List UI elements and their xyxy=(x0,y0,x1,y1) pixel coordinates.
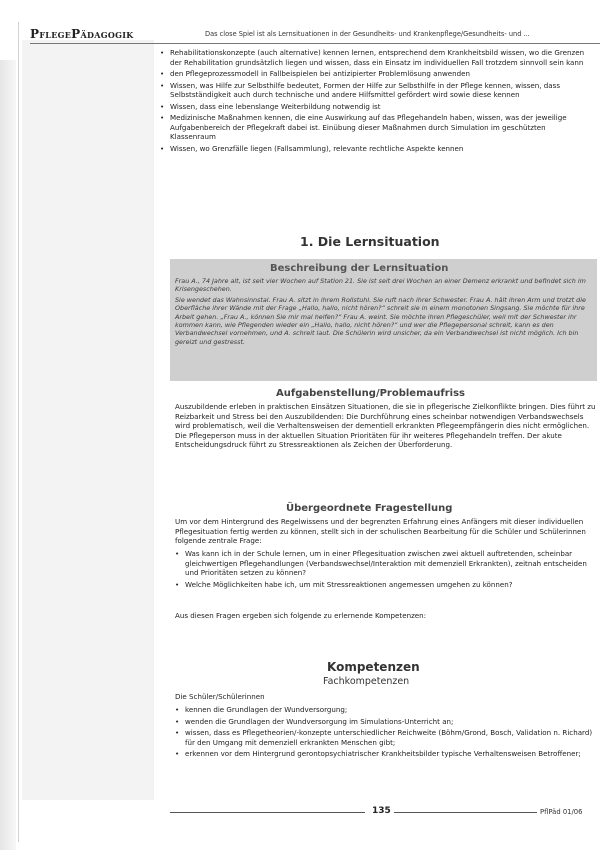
list-item: • kennen die Grundlagen der Wundversorgung; xyxy=(175,705,597,715)
situation-paragraph: Sie wendet das Wahnsinnstal. Frau A. sitzt in ihrem Rollstuhl. Sie ruft nach ihrer Schwester. Frau A. hält ihren Arm und trotzt die Oberfläche ihrer Wände mit der Frage „Hallo, hallo, nicht hören?“ schreit sie in einem monotonen Singsang. Sie möchte für ihre Arbeit gehen. „Frau A., können Sie mir mal helfen?“ Frau A. weint. Sie möchte ihren Pflegeschüler, weil mit der Schwester ihr kommen kann, wie Pflegenden wieder ein „Hallo, hallo, nicht hören?“ und wer die Pflegepersonal schreit, kann es den Verbandwechsel vornehmen, und A. schreit laut. Die Schülerin wird unsicher, da ein Verbandwechsel ist nicht möglich. Ich bin gereizt und gestresst. xyxy=(175,295,586,346)
list-item: • Was kann ich in der Schule lernen, um in einer Pflegesituation zwischen zwei aktuell auftretenden, scheinbar gleichwertigen Pflegehandlungen (Verbandswechsel/Interaktion mit demenziell Erkrankten), zeitnah entscheiden und Prioritäten setzen zu können? xyxy=(175,549,597,578)
kompetenzen-bullet-list xyxy=(175,705,597,761)
header-rule xyxy=(30,43,600,44)
frage-heading: Übergeordnete Fragestellung xyxy=(286,503,453,514)
journal-logo: PflegePädagogik xyxy=(30,27,134,41)
aufgabe-paragraph: Auszubildende erleben in praktischen Einsätzen Situationen, die sie in pflegerische Zielkonflikte bringen. Dies führt zu Reizbarkeit und Stress bei den Auszubildenden: Die Durchführung eines scheinbar notwendigen Verbandswechsels wird problematisch, weil die Verhaltensweisen der dementiell erkrankten Pflegeempfängerin dies nicht ermöglichen. Die Pflegeperson muss in der aktuellen Situation Prioritäten für ihr weiteres Pflegehandeln treffen. Der akute Entscheidungsdruck führt zu Stressreaktionen als Zeichen der Überforderung. xyxy=(175,402,596,449)
list-item: • Welche Möglichkeiten habe ich, um mit Stressreaktionen angemessen umgehen zu können? xyxy=(175,580,597,590)
section-title: 1. Die Lernsituation xyxy=(300,234,440,249)
kompetenzen-intro: Die Schüler/Schülerinnen xyxy=(175,692,265,701)
fachkompetenzen-heading: Fachkompetenzen xyxy=(323,676,410,687)
situation-paragraph: Frau A., 74 Jahre alt, ist seit vier Wochen auf Station 21. Sie ist seit drei Wochen an einer Demenz erkrankt und befindet sich im Krisengeschehen. xyxy=(175,277,586,294)
frage-outro: Aus diesen Fragen ergeben sich folgende zu erlernende Kompetenzen: xyxy=(175,611,427,620)
intro-bullet-list xyxy=(160,48,590,153)
journal-issue: PflPäd 01/06 xyxy=(540,808,583,816)
situation-text xyxy=(175,277,593,348)
intro-bullets-block xyxy=(160,48,590,155)
list-item: • Wissen, was Hilfe zur Selbsthilfe bedeutet, Formen der Hilfe zur Selbsthilfe in der Pflege kennen, wissen, dass Selbstständigkeit auch durch technische und andere Hilfsmittel gefördert wird sowie diese kennen xyxy=(160,81,590,100)
page-number: 135 xyxy=(369,806,394,816)
frage-intro: Um vor dem Hintergrund des Regelwissens und der begrenzten Erfahrung eines Anfängers mit dieser individuellen Pflegesituation fertig werden zu können, stellt sich in der schulischen Bearbeitung für die Schüler und Schülerinnen folgende zentrale Frage: xyxy=(175,517,586,545)
list-item: • Wissen, dass eine lebenslange Weiterbildung notwendig ist xyxy=(160,102,590,112)
page-header xyxy=(30,27,600,47)
running-title: Das close Spiel ist als Lernsituationen in der Gesundheits- und Krankenpflege/Gesundheits- und ... xyxy=(205,30,530,38)
frage-bullet-list xyxy=(175,549,597,591)
situation-title: Beschreibung der Lernsituation xyxy=(270,263,449,274)
footer-rule-left xyxy=(170,812,365,813)
page-edge-shadow xyxy=(0,60,16,850)
list-item: • wissen, dass es Pflegetheorien/-konzepte unterschiedlicher Reichweite (Böhm/Grond, Bosch, Validation n. Richard) für den Umgang mit demenziell erkrankten Menschen gibt; xyxy=(175,728,597,747)
footer-rule-right xyxy=(392,812,537,813)
aufgabe-heading: Aufgabenstellung/Problemaufriss xyxy=(276,388,465,399)
margin-rule xyxy=(18,22,19,842)
list-item: • erkennen vor dem Hintergrund gerontopsychiatrischer Krankheitsbilder typische Verhaltensweisen Betroffener; xyxy=(175,749,597,759)
empty-sidebar-column xyxy=(22,40,154,800)
list-item: • wenden die Grundlagen der Wundversorgung im Simulations-Unterricht an; xyxy=(175,717,597,727)
situation-box xyxy=(170,259,597,381)
list-item: • Wissen, wo Grenzfälle liegen (Fallsammlung), relevante rechtliche Aspekte kennen xyxy=(160,144,590,154)
list-item: • den Pflegeprozessmodell in Fallbeispielen bei antizipierter Problemlösung anwenden xyxy=(160,69,590,79)
kompetenzen-heading: Kompetenzen xyxy=(327,660,420,674)
list-item: • Rehabilitationskonzepte (auch alternative) kennen lernen, entsprechend dem Krankheitsbild wissen, wo die Grenzen der Rehabilitation grundsätzlich liegen und wissen, dass ein Einsatz im individuellen Fall trotzdem sinnvoll sein kann xyxy=(160,48,590,67)
list-item: • Medizinische Maßnahmen kennen, die eine Auswirkung auf das Pflegehandeln haben, wissen, was der jeweilige Aufgabenbereich der Pflegekraft dabei ist. Einübung dieser Maßnahmen durch Simulation im geschützten Klassenraum xyxy=(160,113,590,142)
